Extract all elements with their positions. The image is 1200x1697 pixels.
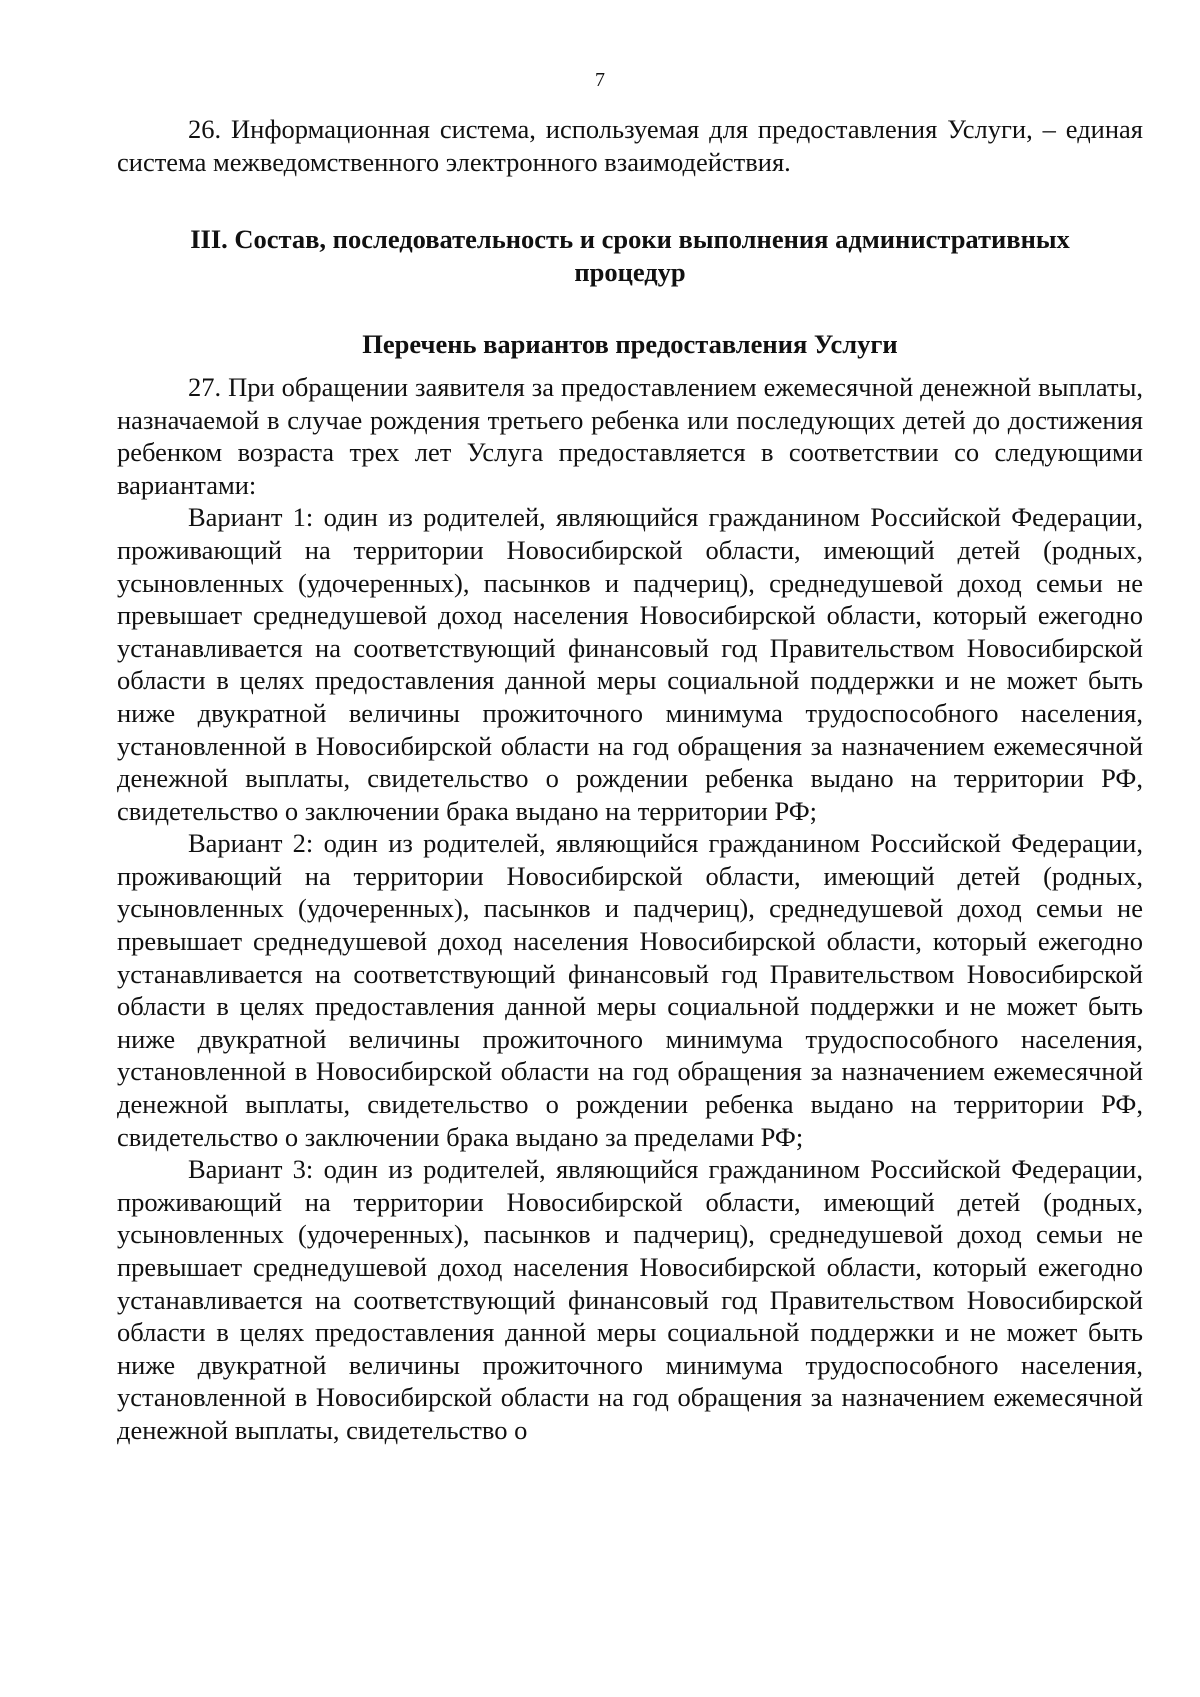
variant-3-paragraph: Вариант 3: один из родителей, являющийся гражданином Российской Федерации, проживающий на территории Новосибирской области, имеющий детей (родных, усыновленных (удочеренных), пасынков и падчериц), среднедушевой доход семьи не превышает среднедушевой доход населения Новосибирской области, который ежегодно устанавливается на соответствующий финансовый год Правительством Новосибирской области в целях предоставления данной меры социальной поддержки и не может быть ниже двукратной величины прожиточного минимума трудоспособного населения, установленной в Новосибирской области на год обращения за назначением ежемесячной денежной выплаты, свидетельство о bbox=[117, 1154, 1143, 1445]
paragraph-26: 26. Информационная система, используемая для предоставления Услуги, – единая система межведомственного электронного взаимодействия. bbox=[117, 114, 1143, 177]
subsection-heading: Перечень вариантов предоставления Услуги bbox=[362, 329, 898, 360]
section-heading bbox=[117, 223, 1143, 288]
paragraph-27: 27. При обращении заявителя за предоставлением ежемесячной денежной выплаты, назначаемой в случае рождения третьего ребенка или последующих детей до достижения ребенком возраста трех лет Услуга предоставляется в соответствии со следующими вариантами: bbox=[117, 371, 1143, 500]
section-heading-line-1: III. Состав, последовательность и сроки выполнения административных bbox=[190, 224, 1070, 255]
document-body bbox=[117, 113, 1143, 1447]
section-heading-line-2: процедур bbox=[574, 256, 686, 287]
page-number: 7 bbox=[595, 69, 605, 91]
variant-1-paragraph: Вариант 1: один из родителей, являющийся гражданином Российской Федерации, проживающий на территории Новосибирской области, имеющий детей (родных, усыновленных (удочеренных), пасынков и падчериц), среднедушевой доход семьи не превышает среднедушевой доход населения Новосибирской области, который ежегодно устанавливается на соответствующий финансовый год Правительством Новосибирской области в целях предоставления данной меры социальной поддержки и не может быть ниже двукратной величины прожиточного минимума трудоспособного населения, установленной в Новосибирской области на год обращения за назначением ежемесячной денежной выплаты, свидетельство о рождении ребенка выдано на территории РФ, свидетельство о заключении брака выдано на территории РФ; bbox=[117, 502, 1143, 826]
variant-2-paragraph: Вариант 2: один из родителей, являющийся гражданином Российской Федерации, проживающий на территории Новосибирской области, имеющий детей (родных, усыновленных (удочеренных), пасынков и падчериц), среднедушевой доход семьи не превышает среднедушевой доход населения Новосибирской области, который ежегодно устанавливается на соответствующий финансовый год Правительством Новосибирской области в целях предоставления данной меры социальной поддержки и не может быть ниже двукратной величины прожиточного минимума трудоспособного населения, установленной в Новосибирской области на год обращения за назначением ежемесячной денежной выплаты, свидетельство о рождении ребенка выдано на территории РФ, свидетельство о заключении брака выдано за пределами РФ; bbox=[117, 828, 1143, 1152]
